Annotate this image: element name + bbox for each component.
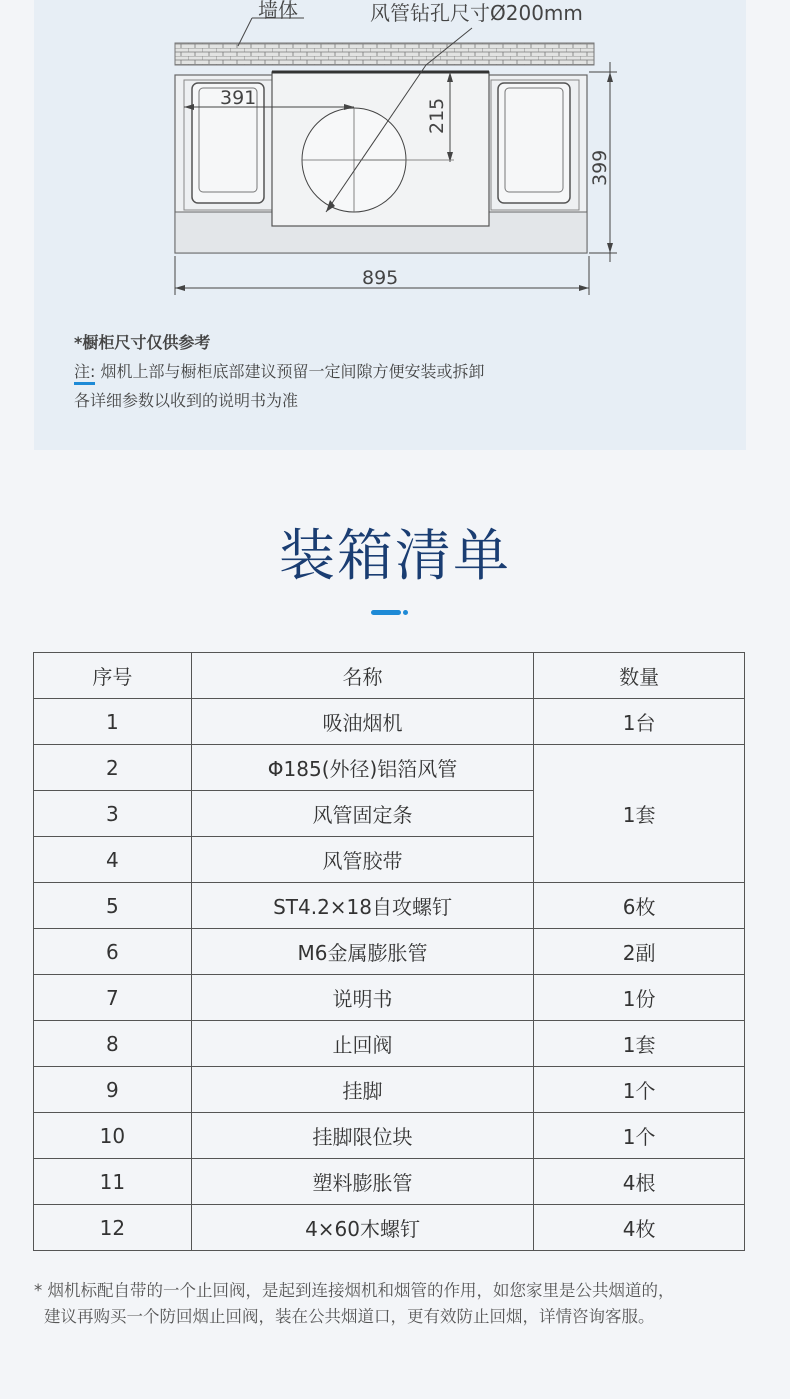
row-number: 10 xyxy=(34,1113,192,1159)
footnote-line-1: * 烟机标配自带的一个止回阀，是起到连接烟机和烟管的作用，如您家里是公共烟道的， xyxy=(34,1281,675,1300)
header-quantity: 数量 xyxy=(534,653,745,699)
row-name: 风管胶带 xyxy=(191,837,534,883)
cabinet-size-note: *橱柜尺寸仅供参考 xyxy=(74,333,211,352)
row-quantity: 6枚 xyxy=(534,883,745,929)
check-valve-footnote xyxy=(34,1278,675,1330)
row-number: 1 xyxy=(34,699,192,745)
row-name: ST4.2×18自攻螺钉 xyxy=(191,883,534,929)
header-name: 名称 xyxy=(191,653,534,699)
dim-391: 391 xyxy=(220,87,257,109)
packing-list-title: 装箱清单 xyxy=(279,524,511,589)
table-row xyxy=(34,745,745,791)
dim-215: 215 xyxy=(426,97,448,134)
row-number: 3 xyxy=(34,791,192,837)
install-gap-note xyxy=(74,357,485,386)
table-row xyxy=(34,1113,745,1159)
row-number: 8 xyxy=(34,1021,192,1067)
dim-895: 895 xyxy=(362,267,399,289)
table-row xyxy=(34,975,745,1021)
row-name: Φ185(外径)铝箔风管 xyxy=(191,745,534,791)
table-row xyxy=(34,1159,745,1205)
row-number: 6 xyxy=(34,929,192,975)
row-name: 风管固定条 xyxy=(191,791,534,837)
footnote-line-2: 建议再购买一个防回烟止回阀，装在公共烟道口，更有效防止回烟，详情咨询客服。 xyxy=(44,1307,655,1326)
wall-bricks xyxy=(175,43,594,65)
row-quantity: 1台 xyxy=(534,699,745,745)
row-quantity: 1套 xyxy=(534,745,745,883)
manual-reference-note: 各详细参数以收到的说明书为准 xyxy=(74,391,299,410)
table-row xyxy=(34,1021,745,1067)
table-row xyxy=(34,1067,745,1113)
dim-399: 399 xyxy=(589,149,611,186)
diagram-notes xyxy=(74,328,485,415)
table-row xyxy=(34,1205,745,1251)
row-number: 2 xyxy=(34,745,192,791)
note-prefix: 注: xyxy=(74,357,95,386)
header-number: 序号 xyxy=(34,653,192,699)
row-name: 说明书 xyxy=(191,975,534,1021)
row-quantity: 1个 xyxy=(534,1113,745,1159)
row-name: 挂脚限位块 xyxy=(191,1113,534,1159)
row-name: 止回阀 xyxy=(191,1021,534,1067)
row-quantity: 1份 xyxy=(534,975,745,1021)
table-row xyxy=(34,883,745,929)
row-name: 挂脚 xyxy=(191,1067,534,1113)
row-number: 12 xyxy=(34,1205,192,1251)
row-quantity: 2副 xyxy=(534,929,745,975)
row-quantity: 1个 xyxy=(534,1067,745,1113)
row-quantity: 4枚 xyxy=(534,1205,745,1251)
row-number: 7 xyxy=(34,975,192,1021)
table-header-row xyxy=(34,653,745,699)
row-number: 11 xyxy=(34,1159,192,1205)
row-number: 4 xyxy=(34,837,192,883)
title-underline xyxy=(371,610,401,615)
row-quantity: 4根 xyxy=(534,1159,745,1205)
note-text: 烟机上部与橱柜底部建议预留一定间隙方便安装或拆卸 xyxy=(100,362,485,381)
table-row xyxy=(34,929,745,975)
wall-label: 墙体 xyxy=(258,0,298,22)
installation-diagram-panel xyxy=(34,0,746,450)
row-number: 9 xyxy=(34,1067,192,1113)
row-quantity: 1套 xyxy=(534,1021,745,1067)
row-name: 4×60木螺钉 xyxy=(191,1205,534,1251)
row-name: 塑料膨胀管 xyxy=(191,1159,534,1205)
table-row xyxy=(34,699,745,745)
title-underline-dot xyxy=(403,610,408,615)
packing-list-table xyxy=(33,652,745,1251)
duct-hole-label: 风管钻孔尺寸Ø200mm xyxy=(370,1,583,25)
row-name: 吸油烟机 xyxy=(191,699,534,745)
row-number: 5 xyxy=(34,883,192,929)
row-name: M6金属膨胀管 xyxy=(191,929,534,975)
